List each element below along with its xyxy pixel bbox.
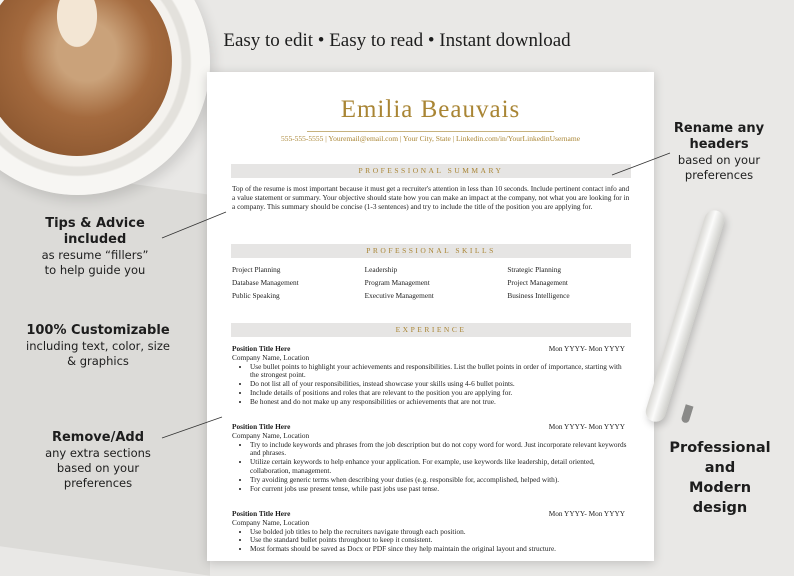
job-bullet: • Try to include keywords and phrases from the job description but do not copy word for word. Just incorporate relevant keywords and phrases. [250, 441, 632, 459]
job-bullet: • Try avoiding generic terms when describing your duties (e.g. responsible for, accomplished, helped with). [250, 476, 632, 485]
job-company: Company Name, Location [232, 517, 310, 527]
headline: Easy to edit • Easy to read • Instant download [223, 30, 571, 51]
skill-item: Program Management [364, 278, 430, 287]
callout-text: based on your [56, 461, 140, 475]
job-bullet: • For current jobs use present tense, while past jobs use past tense. [250, 485, 632, 494]
job-company: Company Name, Location [232, 352, 310, 362]
callout-line-remove [162, 417, 222, 438]
job-bullet: • Use bolded job titles to help the recruiters navigate through each position. [250, 528, 632, 537]
callout-line-rename [612, 153, 670, 175]
resume-contact: 555-555-5555 | Youremail@email.com | Your City, State | Linkedin.com/in/YourLinkedinUsername [280, 134, 581, 143]
callout-bold: Tips & Advice [45, 216, 145, 231]
callout-bold: headers [689, 137, 749, 152]
callout-bold: Rename any [673, 121, 765, 136]
callout-text: any extra sections [45, 446, 151, 460]
skill-item: Executive Management [364, 291, 434, 300]
job-bullet: • Include details of positions and roles that are relevant to the position you are applying for. [250, 389, 632, 398]
job-company: Company Name, Location [232, 430, 310, 440]
callout-text: based on your [677, 153, 761, 167]
skill-item: Database Management [232, 278, 299, 287]
job-dates: Mon YYYY- Mon YYYY [548, 509, 625, 518]
callout-line-tips [162, 212, 226, 238]
callout-text: & graphics [67, 354, 129, 368]
skill-item: Project Planning [232, 265, 281, 274]
summary-header: PROFESSIONAL SUMMARY [231, 164, 631, 178]
job-dates: Mon YYYY- Mon YYYY [548, 422, 625, 431]
callout-bold: Remove/Add [51, 430, 144, 445]
callout-bold: included [63, 232, 127, 247]
summary-text: Top of the resume is most important because it must get a recruiter's attention in less than 10 seconds. Include pertinent contact info and a value statement or summary. Your objective should state how you can make an impact at the company, not what you are looking for in a company. This summary should be concise (1-3 sentences) and try to include the title of the position you are applying for. [232, 184, 630, 211]
callout-bold: design [692, 500, 748, 516]
skill-item: Leadership [364, 265, 398, 274]
experience-header: EXPERIENCE [231, 323, 631, 337]
callout-text: preferences [63, 476, 133, 490]
job-bullet: • Use bullet points to highlight your achievements and responsibilities. List the bullet points in order of importance, starting with the strongest point. [250, 363, 632, 381]
skill-item: Business Intelligence [507, 291, 570, 300]
callout-bold: and [704, 460, 736, 476]
job-bullet: • Do not list all of your responsibilities, instead showcase your skills using 4-6 bullet points. [250, 380, 632, 389]
resume-name: Emilia Beauvais [340, 96, 521, 123]
callout-bold: Professional [669, 440, 771, 456]
callout-text: including text, color, size [26, 339, 170, 353]
callout-bold: Modern [688, 480, 752, 496]
job-bullet: • Use the standard bullet points throughout to keep it consistent. [250, 536, 632, 545]
callout-text: preferences [684, 168, 754, 182]
job-bullet: • Be honest and do not make up any responsibilities or achievements that are not true. [250, 398, 632, 407]
job-dates: Mon YYYY- Mon YYYY [548, 344, 625, 353]
skill-item: Project Management [507, 278, 568, 287]
job-title: Position Title Here [232, 509, 291, 518]
callout-bold: 100% Customizable [26, 323, 170, 338]
callout-text: to help guide you [44, 263, 146, 277]
job-title: Position Title Here [232, 344, 291, 353]
job-title: Position Title Here [232, 422, 291, 431]
callout-text: as resume “fillers” [41, 248, 149, 262]
skills-header: PROFESSIONAL SKILLS [231, 244, 631, 258]
skill-item: Strategic Planning [507, 265, 562, 274]
job-bullet: • Most formats should be saved as Docx or PDF since they help maintain the original layout and structure. [250, 545, 632, 554]
job-bullet: • Utilize certain keywords to help enhance your application. For example, use keywords like leadership, detail oriented, collaboration, management. [250, 458, 632, 476]
skill-item: Public Speaking [232, 291, 280, 300]
